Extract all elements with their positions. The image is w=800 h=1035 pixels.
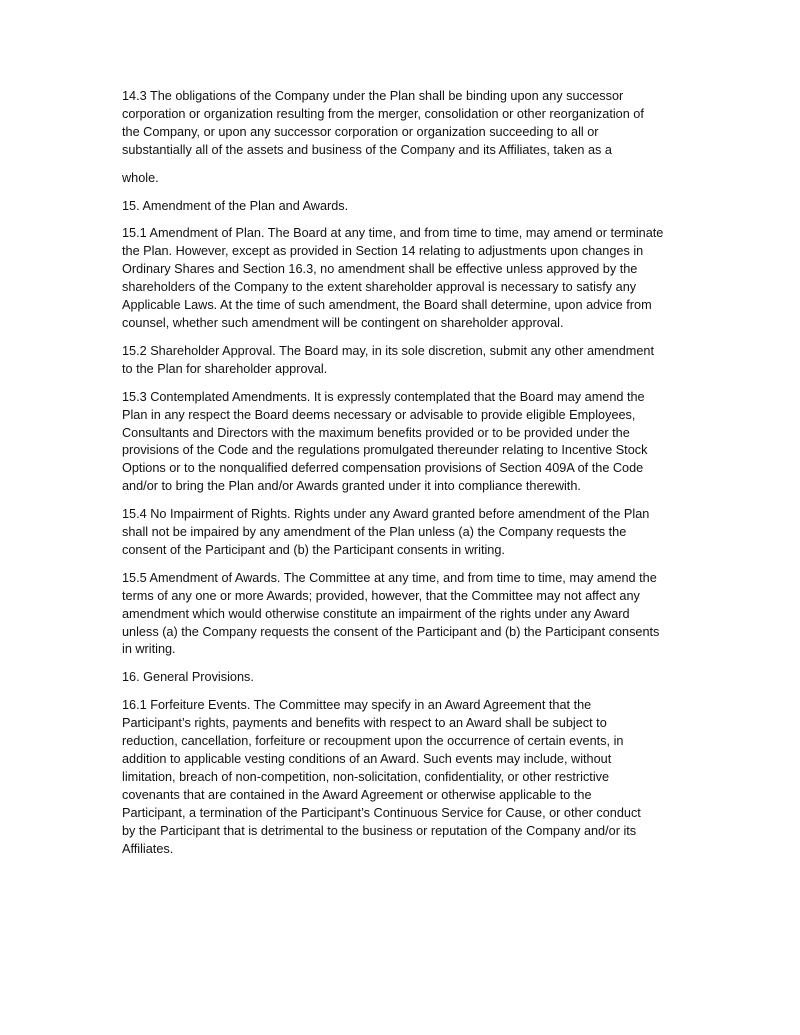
paragraph-15-2: 15.2 Shareholder Approval. The Board may, in its sole discretion, submit any other amendment to the Plan for shareholder approval. — [122, 343, 654, 376]
paragraph-15-5: 15.5 Amendment of Awards. The Committee at any time, and from time to time, may amend the terms of any one or more Awards; provided, however, that the Committee may not affect any amendment which would otherwise constitute an impairment of the rights under any Award unless (a) the Company requests the consent of the Participant and (b) the Participant consents in writing. — [122, 570, 660, 657]
document-body — [122, 88, 688, 868]
paragraph-16-1: 16.1 Forfeiture Events. The Committee may specify in an Award Agreement that the Participant’s rights, payments and benefits with respect to an Award shall be subject to reduction, cancellation, forfeiture or recoupment upon the occurrence of certain events, in addition to applicable vesting conditions of an Award. Such events may include, without limitation, breach of non-competition, non-solicitation, confidentiality, or other restrictive covenants that are contained in the Award Agreement or otherwise applicable to the Participant, a termination of the Participant’s Continuous Service for Cause, or other conduct by the Participant that is detrimental to the business or reputation of the Company and/or its Affiliates. — [122, 698, 641, 856]
paragraph-15-3: 15.3 Contemplated Amendments. It is expressly contemplated that the Board may amend the Plan in any respect the Board deems necessary or advisable to provide eligible Employees, Consultants and Directors with the maximum benefits provided or to be provided under the provisions of the Code and the regulations promulgated thereunder relating to Incentive Stock Options or to the nonqualified deferred compensation provisions of Section 409A of the Code and/or to bring the Plan and/or Awards granted under it into compliance therewith. — [122, 389, 648, 494]
section-heading-16: 16. General Provisions. — [122, 670, 254, 685]
paragraph-15-4: 15.4 No Impairment of Rights. Rights under any Award granted before amendment of the Plan shall not be impaired by any amendment of the Plan unless (a) the Company requests the consent of the Participant and (b) the Participant consents in writing. — [122, 507, 650, 557]
section-heading-15: 15. Amendment of the Plan and Awards. — [122, 198, 349, 213]
paragraph-continuation: whole. — [122, 170, 159, 185]
paragraph-15-1: 15.1 Amendment of Plan. The Board at any time, and from time to time, may amend or terminate the Plan. However, except as provided in Section 14 relating to adjustments upon changes in Ordinary Shares and Section 16.3, no amendment shall be effective unless approved by the shareholders of the Company to the extent shareholder approval is necessary to satisfy any Applicable Laws. At the time of such amendment, the Board shall determine, upon advice from counsel, whether such amendment will be contingent on shareholder approval. — [122, 226, 664, 330]
paragraph-14-3: 14.3 The obligations of the Company under the Plan shall be binding upon any successor corporation or organization resulting from the merger, consolidation or other reorganization of the Company, or upon any successor corporation or organization succeeding to all or substantially all of the assets and business of the Company and its Affiliates, taken as a — [122, 89, 644, 157]
